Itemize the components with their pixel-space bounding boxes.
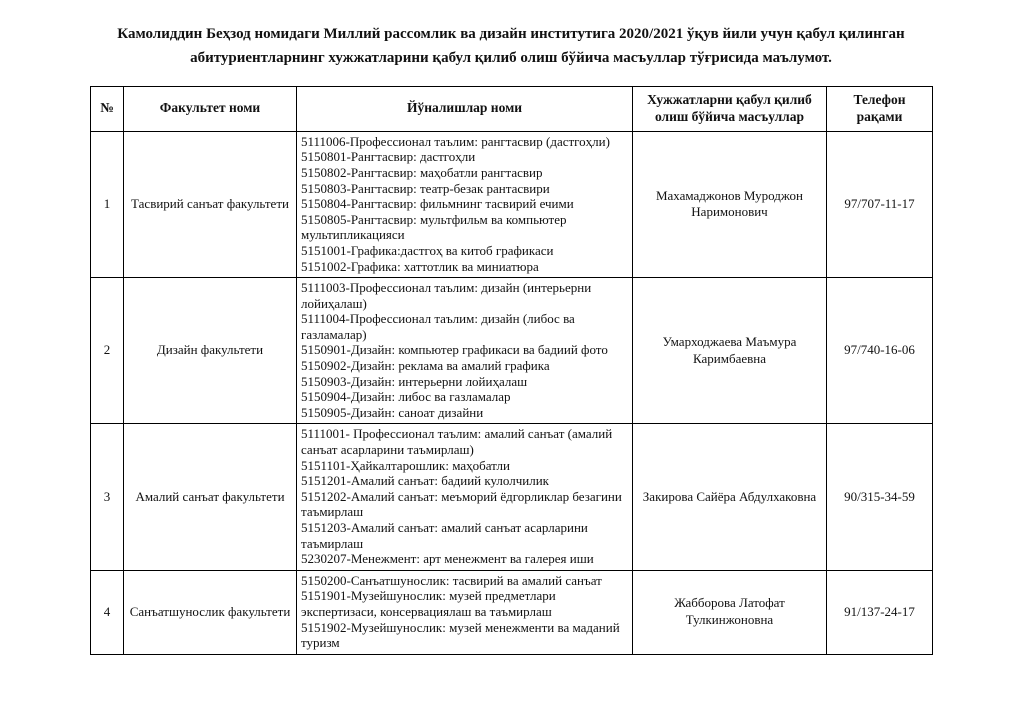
row-number: 1 (91, 131, 124, 277)
faculty-name: Амалий санъат факультети (124, 424, 297, 570)
direction-item: 5150200-Санъатшунослик: тасвирий ва амалий санъат (301, 572, 602, 588)
direction-item: 5150801-Рангтасвир: дастгоҳли (301, 149, 476, 165)
col-header-number: № (91, 87, 124, 132)
table-row (91, 570, 933, 654)
direction-item: 5150803-Рангтасвир: театр-безак рантасвири (301, 180, 550, 196)
phone-number: 91/137-24-17 (827, 570, 933, 654)
direction-item: 5111001- Профессионал таълим: амалий санъат (амалий санъат асарларини таъмирлаш) (301, 426, 613, 458)
direction-item: 5111004-Профессионал таълим: дизайн (либос ва газламалар) (301, 311, 575, 342)
row-number: 3 (91, 424, 124, 570)
direction-item: 5150904-Дизайн: либос ва газламалар (301, 389, 511, 405)
directions-list (297, 424, 633, 570)
row-number: 2 (91, 278, 124, 424)
directions-list (297, 131, 633, 277)
direction-item: 5151001-Графика:дастгоҳ ва китоб графикаси (301, 242, 554, 258)
col-header-phone: Телефон рақами (827, 87, 933, 132)
phone-number: 97/707-11-17 (827, 131, 933, 277)
col-header-person: Хужжатларни қабул қилиб олиш бўйича масъуллар (633, 87, 827, 132)
admissions-table (90, 86, 933, 655)
col-header-directions: Йўналишлар номи (297, 87, 633, 132)
direction-item: 5151901-Музейшунослик: музей предметлари экспертизаси, консервациялаш ва таъмирлаш (301, 588, 556, 619)
direction-item: 5150903-Дизайн: интерьерни лойиҳалаш (301, 373, 528, 389)
phone-number: 90/315-34-59 (827, 424, 933, 570)
table-row (91, 278, 933, 424)
direction-item: 5150802-Рангтасвир: маҳобатли рангтасвир (301, 164, 543, 180)
page-title-line-2: абитуриентларнинг хужжатларини қабул қилиб олиш бўйича масъуллар тўғрисида маълумот. (190, 50, 832, 66)
direction-item: 5151902-Музейшунослик: музей менежменти ва маданий туризм (301, 619, 620, 651)
direction-item: 5111006-Профессионал таълим: рангтасвир (дастгоҳли) (301, 133, 610, 149)
faculty-name: Тасвирий санъат факультети (124, 131, 297, 277)
responsible-person: Закирова Сайёра Абдулхаковна (633, 424, 827, 570)
direction-item: 5151002-Графика: хаттотлик ва миниатюра (301, 258, 539, 274)
page-title (90, 22, 932, 70)
faculty-name: Санъатшунослик факультети (124, 570, 297, 654)
table-header-row (91, 87, 933, 132)
direction-item: 5151203-Амалий санъат: амалий санъат асарларини таъмирлаш (301, 520, 588, 551)
responsible-person: Махамаджонов Муроджон Наримонович (633, 131, 827, 277)
table-row (91, 131, 933, 277)
direction-item: 5151202-Амалий санъат: меъморий ёдгорликлар безагини таъмирлаш (301, 488, 622, 520)
page-title-line-1: Камолиддин Беҳзод номидаги Миллий рассомлик ва дизайн институтига 2020/2021 ўқув йили учун қабул қилинган (117, 26, 905, 42)
directions-list (297, 278, 633, 424)
col-header-faculty: Факультет номи (124, 87, 297, 132)
directions-list (297, 570, 633, 654)
responsible-person: Жабборова Латофат Тулкинжоновна (633, 570, 827, 654)
direction-item: 5150805-Рангтасвир: мультфильм ва компьютер мультипликацияси (301, 211, 567, 243)
row-number: 4 (91, 570, 124, 654)
direction-item: 5111003-Профессионал таълим: дизайн (интерьерни лойиҳалаш) (301, 280, 592, 311)
direction-item: 5150902-Дизайн: реклама ва амалий графика (301, 358, 550, 374)
responsible-person: Умарходжаева Маъмура Каримбаевна (633, 278, 827, 424)
direction-item: 5151201-Амалий санъат: бадиий кулолчилик (301, 473, 549, 489)
direction-item: 5150905-Дизайн: саноат дизайни (301, 404, 484, 420)
direction-item: 5230207-Менежмент: арт менежмент ва галерея иши (301, 551, 594, 567)
direction-item: 5150804-Рангтасвир: фильмнинг тасвирий ечими (301, 196, 574, 212)
table-row (91, 424, 933, 570)
direction-item: 5151101-Ҳайкалтарошлик: маҳобатли (301, 457, 510, 473)
phone-number: 97/740-16-06 (827, 278, 933, 424)
faculty-name: Дизайн факультети (124, 278, 297, 424)
direction-item: 5150901-Дизайн: компьютер графикаси ва бадиий фото (301, 342, 608, 358)
